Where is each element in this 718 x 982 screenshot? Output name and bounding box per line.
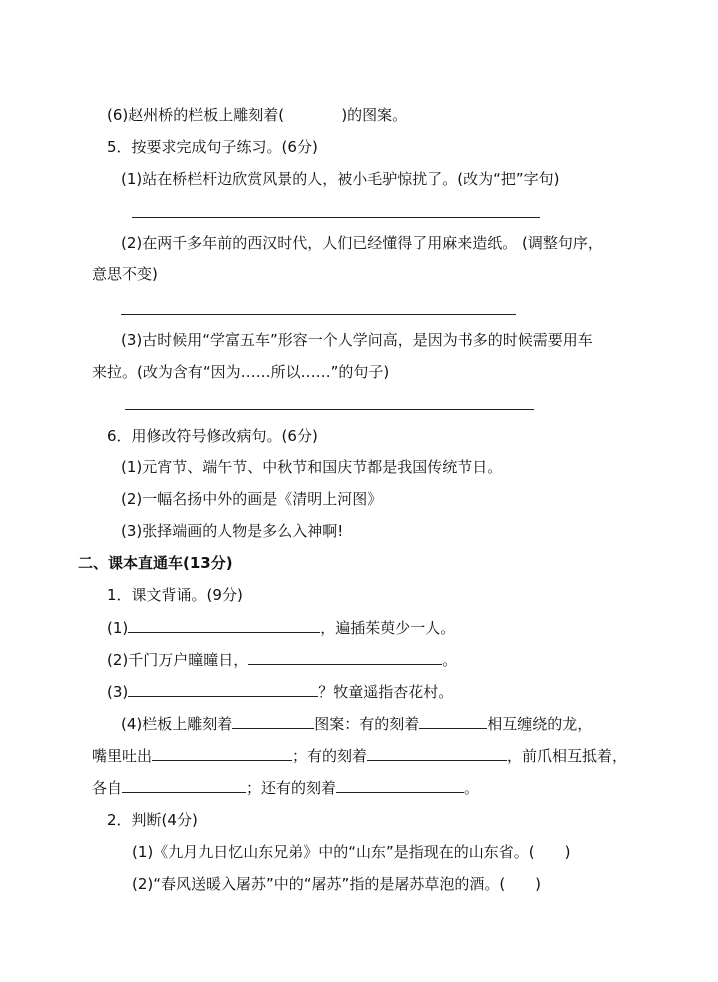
question-4-6 <box>107 104 407 126</box>
fill-blank[interactable] <box>419 713 487 729</box>
s2-q2-statement-1[interactable]: (1)《九月九日忆山东兄弟》中的“山东”是指现在的山东省。( ) <box>132 843 571 861</box>
q4-6-prefix: (6)赵州桥的栏板上雕刻着( <box>107 106 285 124</box>
s2-q1-line-6: 各自 ；还有的刻着 。 <box>92 779 480 797</box>
q5-sentence-2a: (2)在两千多年前的西汉时代，人们已经懂得了用麻来造纸。 (调整句序， <box>121 234 603 252</box>
q5-answer-line-2[interactable] <box>121 314 516 315</box>
fill-blank[interactable] <box>248 649 442 665</box>
fill-blank[interactable] <box>128 681 318 697</box>
q5-sentence-1: (1)站在桥栏杆边欣赏风景的人，被小毛驴惊扰了。(改为“把”字句) <box>121 170 560 188</box>
q4-6-suffix: )的图案。 <box>341 106 408 124</box>
section-2-heading: 二、课本直通车(13分) <box>78 554 233 572</box>
fill-blank[interactable] <box>232 713 314 729</box>
s2-q2-title: 2．判断(4分) <box>107 811 198 829</box>
q5-answer-line-1[interactable] <box>132 217 540 218</box>
s2-q1-line-5: 嘴里吐出 ；有的刻着 ，前爪相互抵着， <box>92 747 628 765</box>
q5-sentence-3b: 来拉。(改为含有“因为……所以……”的句子) <box>92 363 390 381</box>
s2-q1-line-2: (2)千门万户曈曈日， 。 <box>107 651 458 669</box>
fill-blank[interactable] <box>128 617 320 633</box>
q5-answer-line-3[interactable] <box>125 409 534 410</box>
s2-q1-line-3: (3) ？牧童遥指杏花村。 <box>107 683 454 701</box>
s2-q1-line-4: (4)栏板上雕刻着 图案：有的刻着 相互缠绕的龙， <box>121 715 593 733</box>
q5-title: 5．按要求完成句子练习。(6分) <box>107 138 318 156</box>
s2-q1-line-1: (1) ，遍插茱萸少一人。 <box>107 619 456 637</box>
q6-sentence-1: (1)元宵节、端午节、中秋节和国庆节都是我国传统节日。 <box>121 458 503 476</box>
fill-blank[interactable] <box>336 777 464 793</box>
q6-sentence-2: (2)一幅名扬中外的画是《清明上河图》 <box>121 490 383 508</box>
q5-sentence-2b: 意思不变) <box>92 265 158 283</box>
q6-sentence-3: (3)张择端画的人物是多么入神啊! <box>121 522 344 540</box>
q6-title: 6．用修改符号修改病句。(6分) <box>107 427 318 445</box>
q4-6-answer-gap[interactable] <box>284 106 341 124</box>
s2-q1-title: 1．课文背诵。(9分) <box>107 586 243 604</box>
s2-q2-statement-2[interactable]: (2)“春风送暖入屠苏”中的“屠苏”指的是屠苏草泡的酒。( ) <box>132 875 542 893</box>
fill-blank[interactable] <box>367 745 507 761</box>
fill-blank[interactable] <box>152 745 292 761</box>
fill-blank[interactable] <box>122 777 246 793</box>
q5-sentence-3a: (3)古时候用“学富五车”形容一个人学问高，是因为书多的时候需要用车 <box>121 331 593 349</box>
